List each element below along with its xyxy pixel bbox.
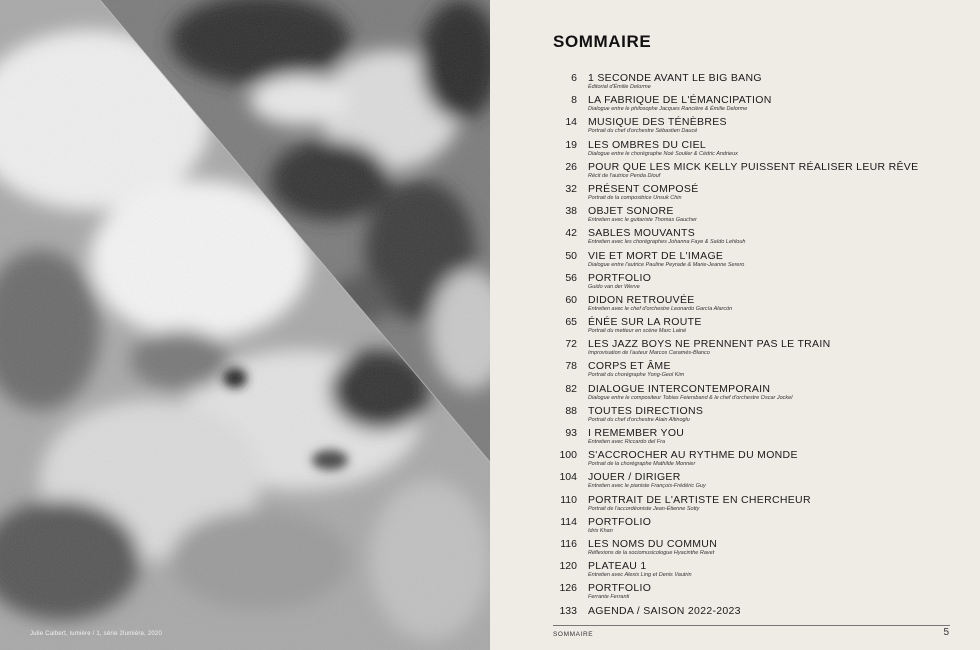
toc-title: PORTFOLIO [588, 271, 652, 284]
toc-title: I REMEMBER YOU [588, 427, 685, 439]
toc-subtitle: Portrait du chorégraphe Yong-Geol Kim [588, 372, 685, 379]
toc-entry[interactable] [550, 582, 950, 604]
toc-subtitle: Portrait du chef d'orchestre Sébastien Daucé [588, 128, 698, 135]
toc-page-number: 56 [565, 271, 577, 284]
toc-entry[interactable] [550, 471, 950, 493]
toc-page-number: 126 [559, 582, 577, 595]
toc-title: JOUER / DIRIGER [588, 471, 681, 484]
toc-entry[interactable] [550, 161, 950, 183]
toc-entry[interactable] [550, 360, 950, 382]
toc-subtitle: Entretien avec Riccardo del Fra [588, 439, 666, 445]
toc-entry[interactable] [550, 116, 950, 138]
toc-entry[interactable] [550, 427, 950, 449]
toc-subtitle: Dialogue entre le philosophe Jacques Rancière & Émilie Delorme [588, 106, 748, 113]
toc-title: LA FABRIQUE DE L'ÉMANCIPATION [588, 94, 772, 107]
toc-entry[interactable] [550, 383, 950, 405]
toc-page-number: 38 [565, 205, 577, 218]
toc-title: CORPS ET ÂME [588, 360, 671, 373]
toc-entry[interactable] [550, 338, 950, 360]
toc-page-number: 104 [559, 471, 577, 484]
toc-subtitle: Entretien avec le guitariste Thomas Gaucher [588, 217, 697, 224]
toc-title: PLATEAU 1 [588, 560, 647, 573]
footer-divider [553, 625, 950, 626]
toc-page-number: 32 [565, 182, 577, 195]
toc-title: LES OMBRES DU CIEL [588, 138, 707, 151]
toc-title: TOUTES DIRECTIONS [588, 404, 704, 417]
toc-subtitle: Portrait du metteur en scène Marc Lainé [588, 328, 687, 335]
toc-entry[interactable] [550, 538, 950, 560]
toc-title: DIDON RETROUVÉE [588, 293, 695, 306]
toc-subtitle: Entretien avec le chef d'orchestre Leonardo García Alarcón [588, 305, 733, 312]
toc-title: DIALOGUE INTERCONTEMPORAIN [588, 382, 771, 395]
toc-entry[interactable] [550, 516, 950, 538]
toc-title: LES JAZZ BOYS NE PRENNENT PAS LE TRAIN [588, 338, 831, 351]
toc-page-number: 60 [565, 293, 577, 306]
toc-page-number: 6 [571, 72, 577, 84]
toc-subtitle: Réflexions de la sociomusicologue Hyacinthe Ravet [588, 549, 715, 556]
toc-page-number: 116 [560, 537, 577, 550]
toc-page-number: 14 [565, 116, 577, 129]
toc-page-number: 133 [559, 604, 577, 617]
toc-subtitle: Portrait de la compositrice Unsuk Chin [588, 194, 682, 201]
toc-title: S'ACCROCHER AU RYTHME DU MONDE [588, 449, 798, 462]
toc-entry[interactable] [550, 272, 950, 294]
toc-entry[interactable] [550, 449, 950, 471]
toc-page-number: 93 [565, 427, 577, 439]
toc-page-number: 19 [565, 138, 577, 151]
toc-title: VIE ET MORT DE L'IMAGE [588, 249, 724, 262]
toc-page-number: 100 [559, 449, 577, 462]
toc-subtitle: Dialogue entre l'autrice Pauline Peyrade & Marie-Jeanne Serero [588, 261, 745, 268]
toc-page-number: 8 [571, 94, 577, 107]
toc-page-number: 72 [565, 338, 577, 351]
toc-page-number: 78 [565, 360, 577, 373]
toc-subtitle: Dialogue entre le chorégraphe Noé Soulier & Cédric Andrieux [588, 150, 738, 157]
toc-page-number: 110 [560, 493, 577, 506]
toc-title: PORTRAIT DE L'ARTISTE EN CHERCHEUR [588, 493, 811, 506]
toc-subtitle: Portrait de l'accordéoniste Jean-Étienne Sotty [588, 505, 700, 512]
toc-entry[interactable] [550, 494, 950, 516]
toc-page-number: 50 [565, 249, 577, 262]
toc-page-number: 120 [559, 560, 577, 573]
toc-subtitle: Éditorial d'Émilie Delorme [588, 84, 651, 90]
contents-page [490, 0, 980, 650]
toc-entry[interactable] [550, 94, 950, 116]
toc-subtitle: Portrait du chef d'orchestre Alain Altinoglu [588, 416, 690, 423]
toc-subtitle: Dialogue entre le compositeur Tobias Feiersband & le chef d'orchestre Oscar Jockel [588, 394, 793, 401]
toc-entry[interactable] [550, 183, 950, 205]
toc-title: 1 SECONDE AVANT LE BIG BANG [588, 72, 762, 84]
page-number: 5 [943, 627, 949, 638]
toc-page-number: 42 [565, 227, 577, 240]
toc-title: PRÉSENT COMPOSÉ [588, 182, 699, 195]
toc-title: ÉNÉE SUR LA ROUTE [588, 316, 702, 329]
toc-title: PORTFOLIO [588, 582, 652, 595]
photo-caption: Julie Calbert, lumière / 1, série 2lumière, 2020 [30, 631, 162, 637]
toc-page-number: 88 [565, 404, 577, 417]
table-of-contents [550, 72, 950, 627]
toc-entry[interactable] [550, 316, 950, 338]
toc-entry[interactable] [550, 405, 950, 427]
toc-entry[interactable] [550, 294, 950, 316]
toc-entry[interactable] [550, 605, 950, 627]
toc-entry[interactable] [550, 205, 950, 227]
toc-entry[interactable] [550, 139, 950, 161]
toc-page-number: 65 [565, 316, 577, 329]
toc-subtitle: Guido van der Werve [588, 283, 640, 290]
toc-entry[interactable] [550, 250, 950, 272]
toc-page-number: 82 [565, 382, 577, 395]
toc-subtitle: Improvisation de l'auteur Marcos Caramés-Blanco [588, 350, 710, 357]
toc-subtitle: Entretien avec les chorégraphes Johanna Faye & Saïdo Lehlouh [588, 239, 746, 246]
toc-title: POUR QUE LES MICK KELLY PUISSENT RÉALISER LEUR RÊVE [588, 160, 919, 173]
toc-title: MUSIQUE DES TÉNÈBRES [588, 116, 727, 129]
page-title: SOMMAIRE [553, 32, 652, 51]
toc-title: OBJET SONORE [588, 205, 674, 218]
footer-section-label: SOMMAIRE [553, 631, 594, 638]
toc-entry[interactable] [550, 72, 950, 94]
toc-subtitle: Entretien avec le pianiste François-Frédéric Guy [588, 483, 706, 490]
toc-entry[interactable] [550, 560, 950, 582]
toc-subtitle: Récit de l'autrice Penda Diouf [588, 172, 661, 179]
toc-subtitle: Ferrante Ferranti [588, 594, 630, 601]
toc-subtitle: Portrait de la chorégraphe Mathilde Monnier [588, 461, 696, 468]
toc-subtitle: Idris Khan [588, 527, 613, 534]
toc-title: SABLES MOUVANTS [588, 227, 695, 240]
toc-entry[interactable] [550, 227, 950, 249]
toc-page-number: 26 [565, 160, 577, 173]
toc-page-number: 114 [560, 515, 577, 528]
toc-title: LES NOMS DU COMMUN [588, 537, 718, 550]
toc-title: AGENDA / SAISON 2022-2023 [588, 604, 741, 617]
toc-subtitle: Entretien avec Alexis Ling et Denis Vautrin [588, 572, 692, 579]
toc-title: PORTFOLIO [588, 515, 652, 528]
